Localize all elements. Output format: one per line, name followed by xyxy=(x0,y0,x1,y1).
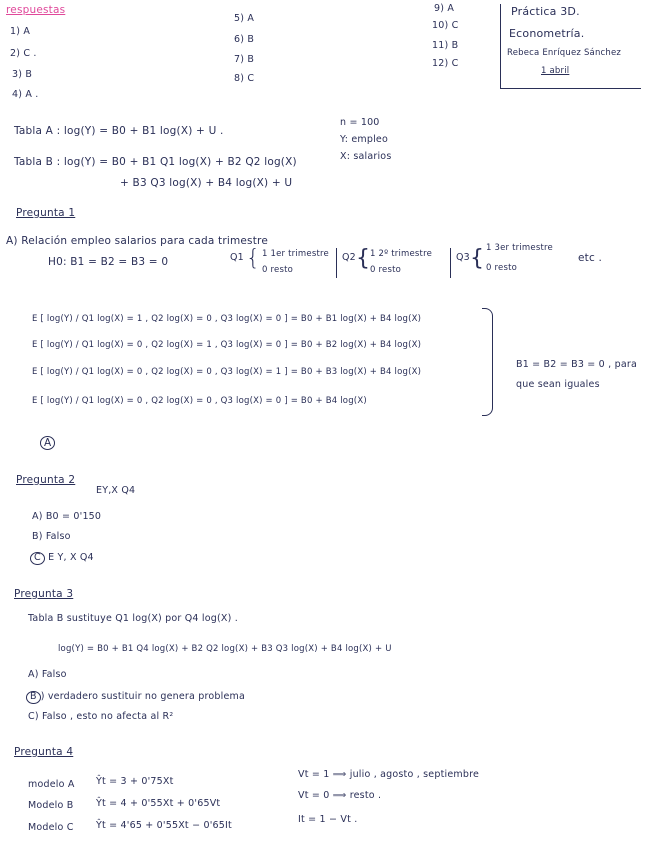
expectation-q4: E [ log(Y) / Q1 log(X) = 0 , Q2 log(X) = 0 , Q3 log(X) = 0 ] = B0 + B4 log(X) xyxy=(32,396,367,406)
title-econometria: Econometría. xyxy=(509,27,585,40)
pregunta-3-title: Pregunta 3 xyxy=(14,588,74,600)
right-brace xyxy=(482,308,493,416)
pregunta-3-option-b: B ) verdadero sustituir no genera problema xyxy=(26,691,245,704)
title-author: Rebeca Enríquez Sánchez xyxy=(507,48,622,58)
conclusion-line2: que sean iguales xyxy=(516,379,600,390)
tabla-b-line1: Tabla B : log(Y) = B0 + B1 Q1 log(X) + B2 Q2 log(X) xyxy=(14,156,297,168)
answer-8: 8) C xyxy=(234,73,255,84)
pregunta-4-title: Pregunta 4 xyxy=(14,746,74,758)
answer-3: 3) B xyxy=(12,69,33,80)
etc-label: etc . xyxy=(578,252,603,264)
note-vt-1: Vt = 1 ⟹ julio , agosto , septiembre xyxy=(298,769,480,780)
pregunta-1-intro: A) Relación empleo salarios para cada trimestre xyxy=(6,235,268,247)
divider-q2-q3 xyxy=(450,248,451,278)
answer-1: 1) A xyxy=(10,26,31,37)
note-it: It = 1 − Vt . xyxy=(298,814,358,825)
elasticity-label: EY,X Q4 xyxy=(96,485,136,496)
pregunta-1-h0: H0: B1 = B2 = B3 = 0 xyxy=(48,256,169,268)
conclusion-line1: B1 = B2 = B3 = 0 , para xyxy=(516,359,637,370)
pregunta-1-answer: A xyxy=(40,436,55,450)
pregunta-2-title: Pregunta 2 xyxy=(16,474,76,486)
expectation-q2: E [ log(Y) / Q1 log(X) = 0 , Q2 log(X) = 1 , Q3 log(X) = 0 ] = B0 + B2 log(X) + B4 log(X) xyxy=(32,340,422,350)
answer-5: 5) A xyxy=(234,13,255,24)
tabla-b-line2: + B3 Q3 log(X) + B4 log(X) + U xyxy=(120,177,293,189)
pregunta-2-option-c: C E Y, X Q4 xyxy=(30,552,94,565)
answer-2: 2) C . xyxy=(10,48,37,59)
pregunta-2-option-b: B) Falso xyxy=(32,531,71,542)
answer-10: 10) C xyxy=(432,20,459,31)
pregunta-1-title: Pregunta 1 xyxy=(16,207,76,219)
pregunta-3-intro: Tabla B sustituye Q1 log(X) por Q4 log(X) . xyxy=(28,613,238,624)
pregunta-3-equation: log(Y) = B0 + B1 Q4 log(X) + B2 Q2 log(X) + B3 Q3 log(X) + B4 log(X) + U xyxy=(58,644,392,654)
note-y: Y: empleo xyxy=(340,134,388,145)
expectation-q3: E [ log(Y) / Q1 log(X) = 0 , Q2 log(X) = 0 , Q3 log(X) = 1 ] = B0 + B3 log(X) + B4 log(X) xyxy=(32,367,422,377)
tabla-a: Tabla A : log(Y) = B0 + B1 log(X) + U . xyxy=(14,125,224,137)
respuestas-heading: respuestas xyxy=(6,4,66,16)
selected-option-c: C xyxy=(30,552,45,565)
answer-7: 7) B xyxy=(234,54,255,65)
pregunta-3-option-c: C) Falso , esto no afecta al R² xyxy=(28,711,174,722)
answer-12: 12) C xyxy=(432,58,459,69)
selected-option-b: B xyxy=(26,691,41,704)
pregunta-3-option-a: A) Falso xyxy=(28,669,67,680)
divider-q1-q2 xyxy=(336,248,337,278)
expectation-q1: E [ log(Y) / Q1 log(X) = 1 , Q2 log(X) = 0 , Q3 log(X) = 0 ] = B0 + B1 log(X) + B4 log(X) xyxy=(32,314,422,324)
title-box xyxy=(500,4,641,89)
answer-6: 6) B xyxy=(234,34,255,45)
answer-4: 4) A . xyxy=(12,89,39,100)
note-x: X: salarios xyxy=(340,151,392,162)
note-n: n = 100 xyxy=(340,117,380,128)
pregunta-2-option-a: A) B0 = 0'150 xyxy=(32,511,102,522)
title-date: 1 abril xyxy=(541,66,570,76)
title-practica: Práctica 3D. xyxy=(511,5,580,18)
answer-9: 9) A xyxy=(434,3,455,14)
answer-11: 11) B xyxy=(432,40,459,51)
note-vt-0: Vt = 0 ⟹ resto . xyxy=(298,790,382,801)
